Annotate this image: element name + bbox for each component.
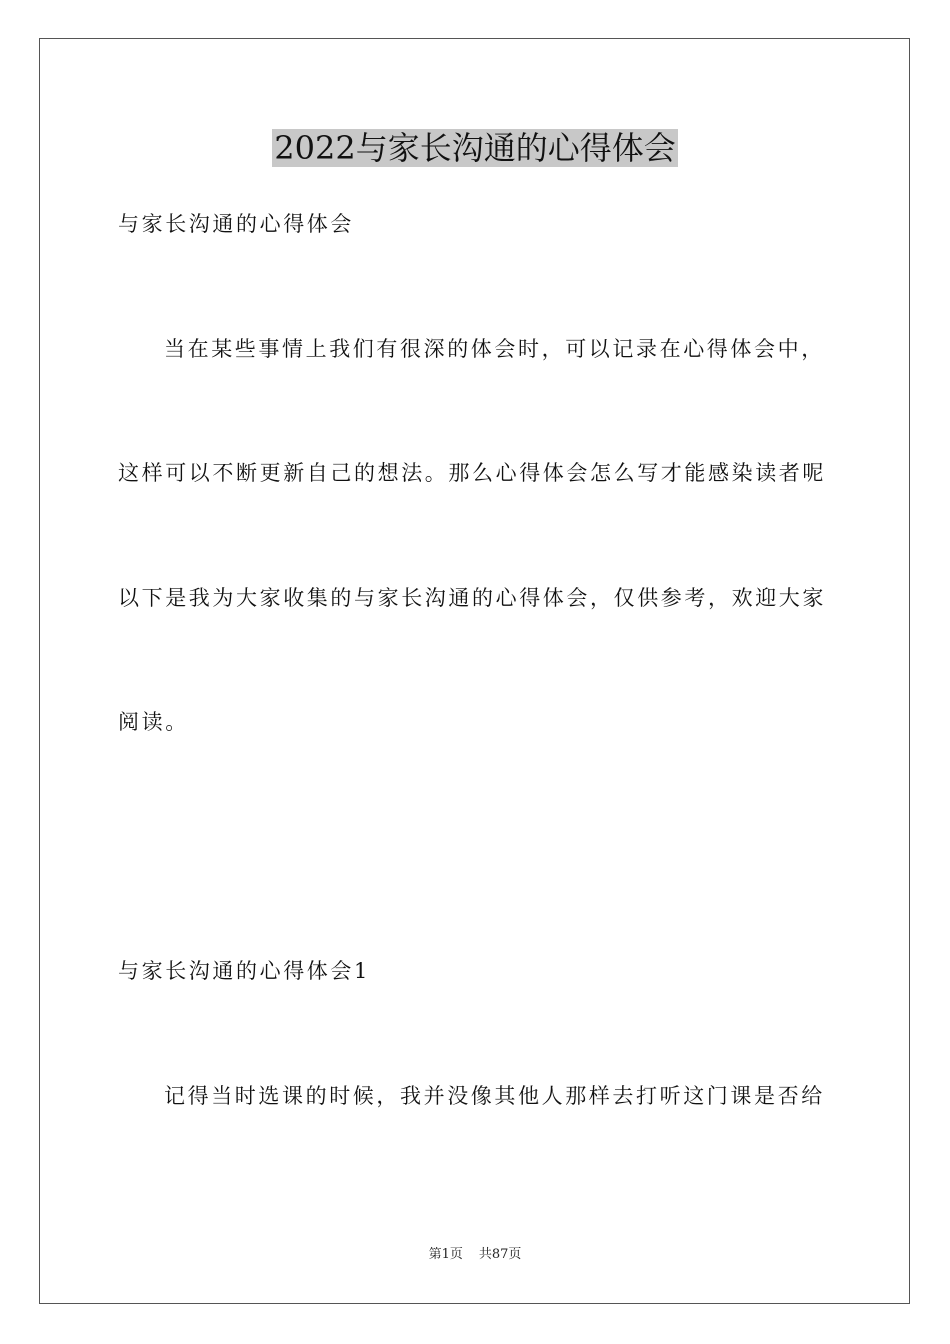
document-subtitle: 与家长沟通的心得体会 <box>118 212 354 236</box>
intro-line-1: 当在某些事情上我们有很深的体会时，可以记录在心得体会中， <box>164 337 825 361</box>
page-footer <box>0 1246 950 1264</box>
page-number: 第1页 <box>428 1247 463 1262</box>
page-total: 共87页 <box>478 1247 522 1262</box>
document-title-text: 2022与家长沟通的心得体会 <box>274 129 676 167</box>
section-line-1: 记得当时选课的时候，我并没像其他人那样去打听这门课是否给 <box>164 1084 825 1108</box>
intro-line-3: 以下是我为大家收集的与家长沟通的心得体会，仅供参考，欢迎大家 <box>118 586 826 610</box>
intro-line-2: 这样可以不断更新自己的想法。那么心得体会怎么写才能感染读者呢 <box>118 461 826 485</box>
intro-line-4: 阅读。 <box>118 710 189 734</box>
document-title <box>0 126 950 170</box>
section-heading: 与家长沟通的心得体会1 <box>118 959 370 983</box>
